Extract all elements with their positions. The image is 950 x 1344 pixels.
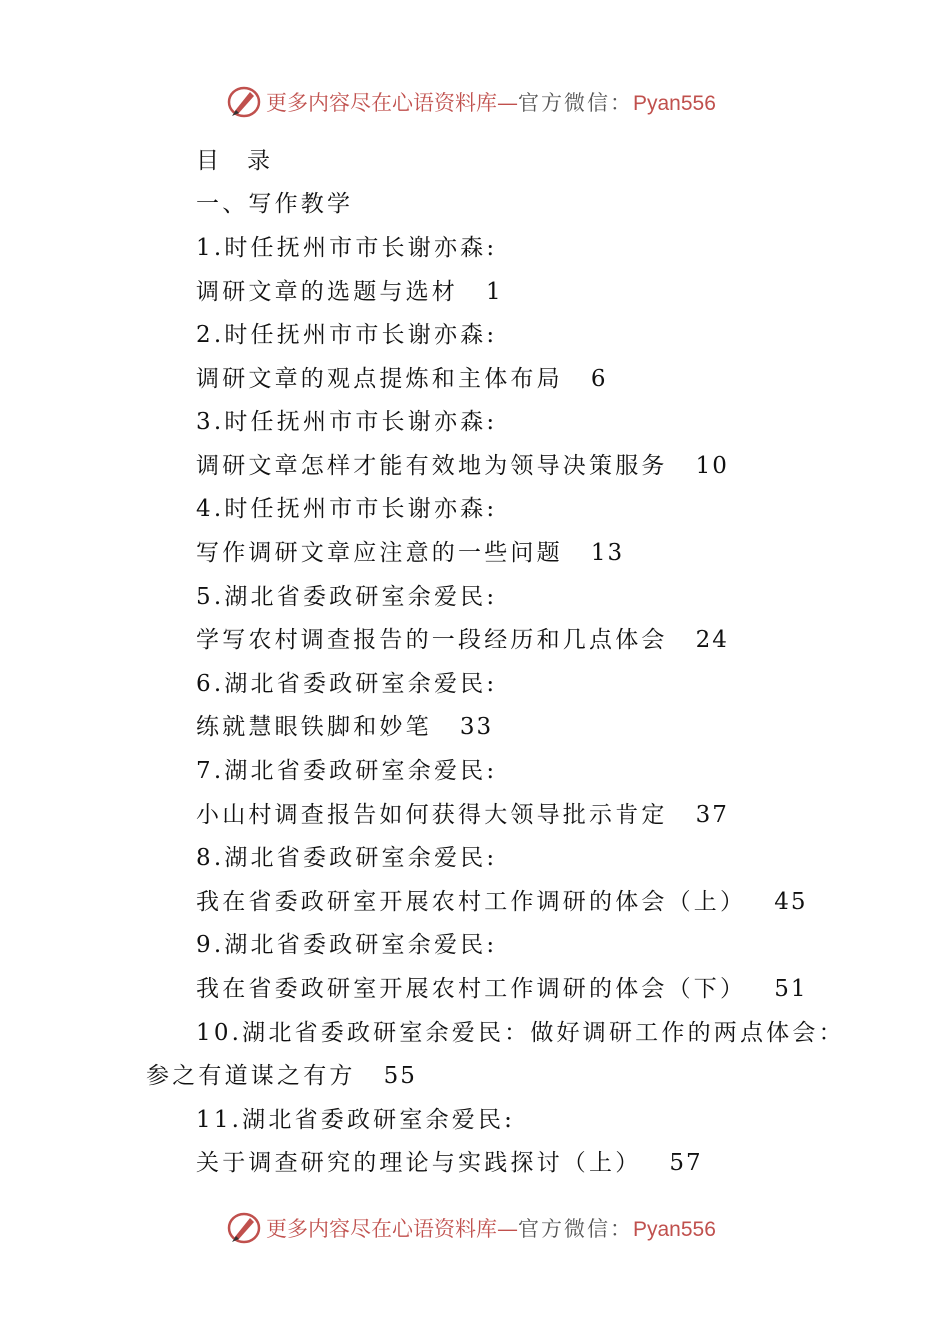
toc-entry-author: 6.湖北省委政研室余爱民: <box>196 671 498 697</box>
toc-entry-author: 9.湖北省委政研室余爱民: <box>196 932 498 958</box>
toc-entry-title: 练就慧眼铁脚和妙笔 33 <box>196 714 494 740</box>
toc-entry-title: 我在省委政研室开展农村工作调研的体会（下） 51 <box>196 976 808 1002</box>
section-heading: 一、写作教学 <box>196 191 354 217</box>
toc-entry-title: 调研文章的观点提炼和主体布局 6 <box>196 366 608 392</box>
toc-entry-title: 我在省委政研室开展农村工作调研的体会（上） 45 <box>196 889 808 915</box>
toc-entry-author: 5.湖北省委政研室余爱民: <box>196 584 498 610</box>
toc-entry-author: 4.时任抚州市市长谢亦森: <box>196 496 498 522</box>
toc-title: 目 录 <box>196 148 272 174</box>
banner-promo: 更多内容尽在心语资料库 <box>266 91 497 115</box>
page-number: 55 <box>383 1063 417 1089</box>
page-number: 37 <box>695 802 729 828</box>
toc-entry-title: 小山村调查报告如何获得大领导批示肯定 37 <box>196 802 729 828</box>
header-banner <box>0 78 950 128</box>
toc-entry-title: 写作调研文章应注意的一些问题 13 <box>196 540 625 566</box>
page-number: 51 <box>774 976 808 1002</box>
toc-entry-title: 调研文章怎样才能有效地为领导决策服务 10 <box>196 453 729 479</box>
banner-wechat-label: 官方微信： <box>518 1217 633 1241</box>
page-number: 6 <box>590 366 608 392</box>
toc-entry-title: 调研文章的选题与选材 1 <box>196 279 503 305</box>
toc-entry-title: 学写农村调查报告的一段经历和几点体会 24 <box>196 627 729 653</box>
page-number: 57 <box>669 1150 703 1176</box>
pen-logo-icon <box>226 84 262 120</box>
toc-entry-title: 关于调查研究的理论与实践探讨（上） 57 <box>196 1150 703 1176</box>
page-number: 10 <box>695 453 729 479</box>
banner-text <box>266 1217 716 1242</box>
toc-entry-10-line2: 参之有道谋之有方 55 <box>146 1063 417 1089</box>
banner-promo: 更多内容尽在心语资料库 <box>266 1217 497 1241</box>
banner-dash: — <box>497 91 518 115</box>
page-number: 13 <box>590 540 625 566</box>
footer-banner <box>0 1204 950 1254</box>
pen-logo-icon <box>226 1210 262 1246</box>
toc-entry-author: 7.湖北省委政研室余爱民: <box>196 758 498 784</box>
toc-entry-author: 2.时任抚州市市长谢亦森: <box>196 322 498 348</box>
banner-account: Pyan556 <box>633 92 716 115</box>
toc-entry-author: 11.湖北省委政研室余爱民: <box>196 1107 516 1133</box>
toc-entry-10-line1: 10.湖北省委政研室余爱民：做好调研工作的两点体会： <box>196 1020 845 1046</box>
banner-wechat-label: 官方微信： <box>518 91 633 115</box>
page-number: 1 <box>486 279 503 305</box>
toc-entry-author: 1.时任抚州市市长谢亦森: <box>196 235 498 261</box>
page-number: 45 <box>774 889 808 915</box>
toc-entry-author: 3.时任抚州市市长谢亦森: <box>196 409 498 435</box>
page-number: 33 <box>459 714 494 740</box>
banner-dash: — <box>497 1217 518 1241</box>
toc-entry-author: 8.湖北省委政研室余爱民: <box>196 845 498 871</box>
banner-text <box>266 91 716 116</box>
banner-account: Pyan556 <box>633 1218 716 1241</box>
page-number: 24 <box>695 627 729 653</box>
